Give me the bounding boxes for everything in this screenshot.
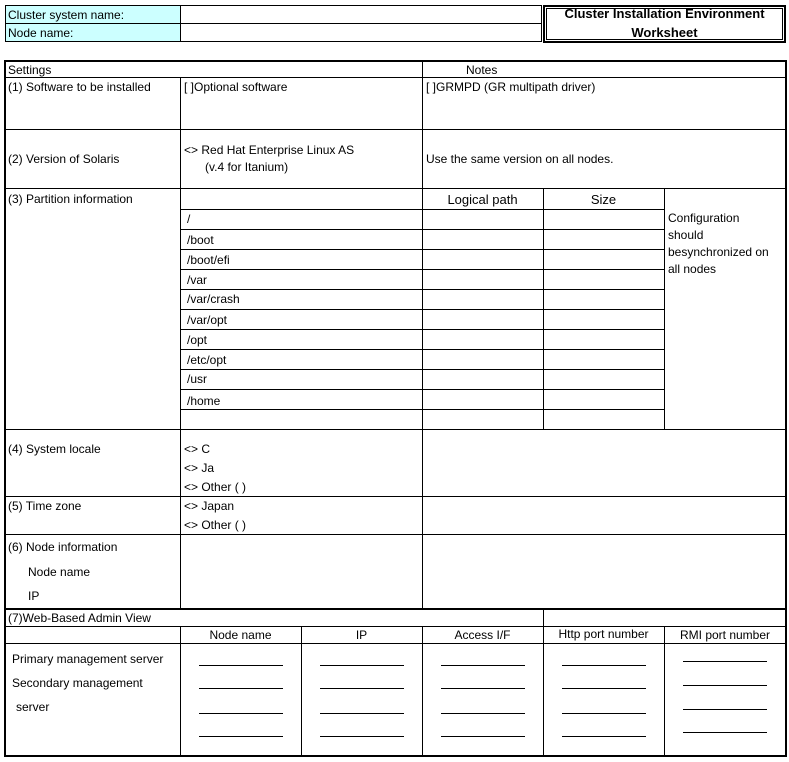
- notes-divider: [422, 60, 423, 609]
- wbav-col-header-node-name: Node name: [209, 628, 272, 642]
- wbav-col-3: [422, 626, 423, 757]
- partition-line-0: [180, 209, 664, 210]
- partition-name: /var/opt: [187, 313, 228, 327]
- partition-line-2: [180, 249, 664, 250]
- logical-path-header: Logical path: [447, 192, 518, 207]
- timezone-option-other[interactable]: <> Other ( ): [184, 518, 247, 532]
- row3-line: [5, 429, 786, 430]
- wbav-col-1: [180, 626, 181, 757]
- http-port-blank[interactable]: [562, 713, 646, 714]
- cluster-system-name-label: Cluster system name:: [8, 8, 125, 22]
- row1-label: (1) Software to be installed: [8, 80, 151, 94]
- row2-value-line2: (v.4 for Itanium): [205, 160, 289, 174]
- access-if-blank[interactable]: [441, 713, 525, 714]
- wbav-col-5: [664, 626, 665, 757]
- partition-note-line: besynchronized on: [668, 245, 769, 259]
- ip-blank[interactable]: [320, 713, 404, 714]
- wbav-col-header-ip: IP: [355, 628, 368, 642]
- partition-line-3: [180, 269, 664, 270]
- ip-blank[interactable]: [320, 665, 404, 666]
- ip-blank[interactable]: [320, 736, 404, 737]
- row4-label: (4) System locale: [8, 442, 101, 456]
- partition-name: /boot: [187, 233, 214, 247]
- size-header: Size: [590, 192, 617, 207]
- row5-label: (5) Time zone: [8, 499, 82, 513]
- partition-name: /opt: [187, 333, 208, 347]
- row3-label: (3) Partition information: [8, 192, 133, 206]
- partition-line-4: [180, 289, 664, 290]
- wbav-col-2: [301, 626, 302, 757]
- row2-value-line1[interactable]: <> Red Hat Enterprise Linux AS: [184, 143, 355, 157]
- row7-label: (7)Web-Based Admin View: [8, 611, 151, 625]
- partition-name: /home: [187, 394, 221, 408]
- row2-line: [5, 188, 786, 189]
- notes-header: Notes: [466, 63, 498, 77]
- locale-option-c[interactable]: <> C: [184, 442, 211, 456]
- access-if-blank[interactable]: [441, 688, 525, 689]
- row6-label: (6) Node information: [8, 540, 118, 554]
- row1-line: [5, 129, 786, 130]
- partition-note-line: all nodes: [668, 262, 717, 276]
- row5-line: [5, 534, 786, 535]
- partition-name: /usr: [187, 372, 208, 386]
- partition-line-1: [180, 229, 664, 230]
- rmi-port-blank[interactable]: [683, 709, 767, 710]
- worksheet-title-line2: Worksheet: [631, 25, 698, 40]
- row7-header-line: [5, 643, 786, 644]
- row6-ip: IP: [28, 589, 40, 603]
- row2-note: Use the same version on all nodes.: [426, 152, 614, 166]
- access-if-blank[interactable]: [441, 665, 525, 666]
- rmi-port-blank[interactable]: [683, 685, 767, 686]
- http-port-blank[interactable]: [562, 688, 646, 689]
- secondary-management-server-label-line2: server: [16, 700, 50, 714]
- partition-name: /boot/efi: [187, 253, 230, 267]
- partition-name: /: [187, 212, 191, 226]
- locale-option-ja[interactable]: <> Ja: [184, 461, 215, 475]
- settings-header: Settings: [8, 63, 52, 77]
- http-port-blank[interactable]: [562, 736, 646, 737]
- header-row-line: [5, 77, 786, 78]
- partition-note-line: should: [668, 228, 704, 242]
- rmi-port-blank[interactable]: [683, 661, 767, 662]
- node-name-blank[interactable]: [199, 736, 283, 737]
- partition-line-8: [180, 369, 664, 370]
- partition-line-5: [180, 309, 664, 310]
- partition-line-6: [180, 329, 664, 330]
- partition-note-line: Configuration: [668, 211, 740, 225]
- wbav-col-header-access-if: Access I/F: [454, 628, 511, 642]
- row6-line: [5, 608, 786, 610]
- timezone-option-japan[interactable]: <> Japan: [184, 499, 235, 513]
- row2-label: (2) Version of Solaris: [8, 152, 120, 166]
- node-name-blank[interactable]: [199, 713, 283, 714]
- secondary-management-server-label-line1: Secondary management: [12, 676, 143, 690]
- worksheet-title-line1: Cluster Installation Environment: [564, 6, 765, 21]
- ip-blank[interactable]: [320, 688, 404, 689]
- row6-node-name: Node name: [28, 565, 91, 579]
- partition-line-10: [180, 409, 664, 410]
- row1-value[interactable]: [ ]Optional software: [184, 80, 288, 94]
- row7-title-line: [5, 626, 786, 627]
- partition-name: /var/crash: [187, 292, 240, 306]
- rmi-port-blank[interactable]: [683, 732, 767, 733]
- primary-management-server-label: Primary management server: [12, 652, 164, 666]
- locale-option-other[interactable]: <> Other ( ): [184, 480, 247, 494]
- access-if-blank[interactable]: [441, 736, 525, 737]
- node-name-blank[interactable]: [199, 688, 283, 689]
- cluster-system-name-field[interactable]: [180, 5, 542, 24]
- partition-size-divider-right: [664, 188, 665, 429]
- partition-name: /etc/opt: [187, 353, 227, 367]
- row4-line: [5, 496, 786, 497]
- row1-note[interactable]: [ ]GRMPD (GR multipath driver): [426, 80, 596, 94]
- partition-name: /var: [187, 273, 208, 287]
- wbav-col-header-rmi-port: RMI port number: [679, 628, 771, 642]
- node-name-field[interactable]: [180, 23, 542, 42]
- partition-line-9: [180, 389, 664, 390]
- wbav-col-header-http-port: Http port number: [558, 627, 649, 641]
- node-name-label: Node name:: [8, 26, 74, 40]
- node-name-blank[interactable]: [199, 665, 283, 666]
- http-port-blank[interactable]: [562, 665, 646, 666]
- partition-line-7: [180, 349, 664, 350]
- settings-divider: [180, 77, 181, 609]
